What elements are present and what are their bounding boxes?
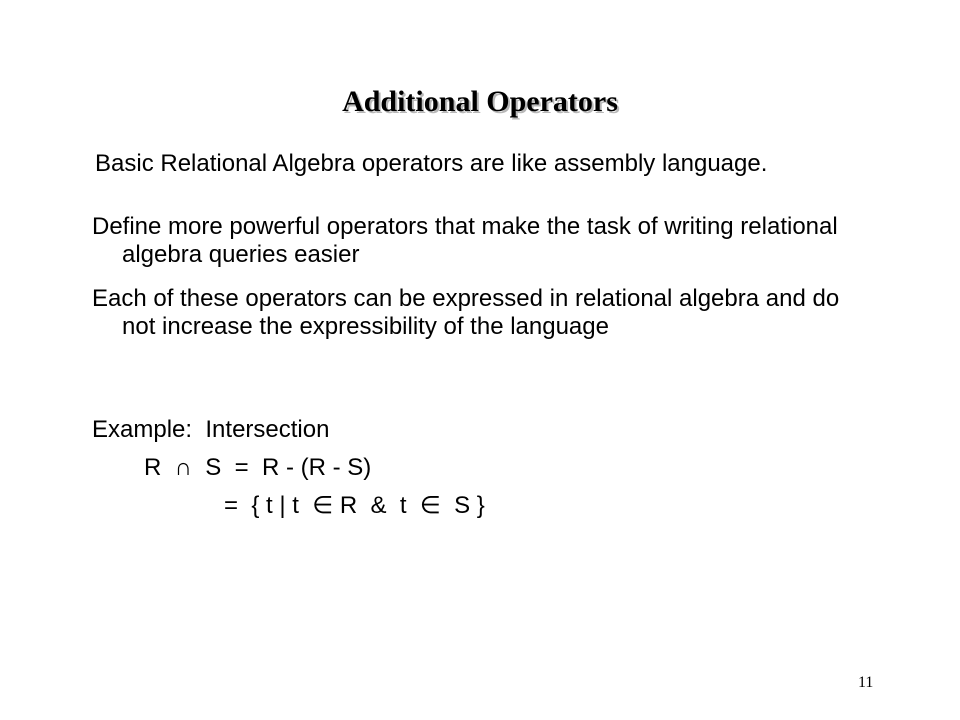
paragraph-basic-operators: Basic Relational Algebra operators are like assembly language. (95, 150, 768, 177)
formula-intersection-definition: R ∩ S = R - (R - S) (144, 454, 372, 481)
formula-intersection-set-notation: = { t | t ∈ R & t ∈ S } (224, 492, 485, 519)
example-label: Example: Intersection (92, 416, 330, 443)
paragraph-powerful-operators: Define more powerful operators that make the task of writing relational algebra queries easier (92, 213, 838, 268)
page-number: 11 (858, 674, 874, 691)
slide-title: Additional Operators (342, 85, 618, 118)
paragraph-expressibility: Each of these operators can be expressed in relational algebra and do not increase the expressibility of the language (92, 285, 840, 340)
